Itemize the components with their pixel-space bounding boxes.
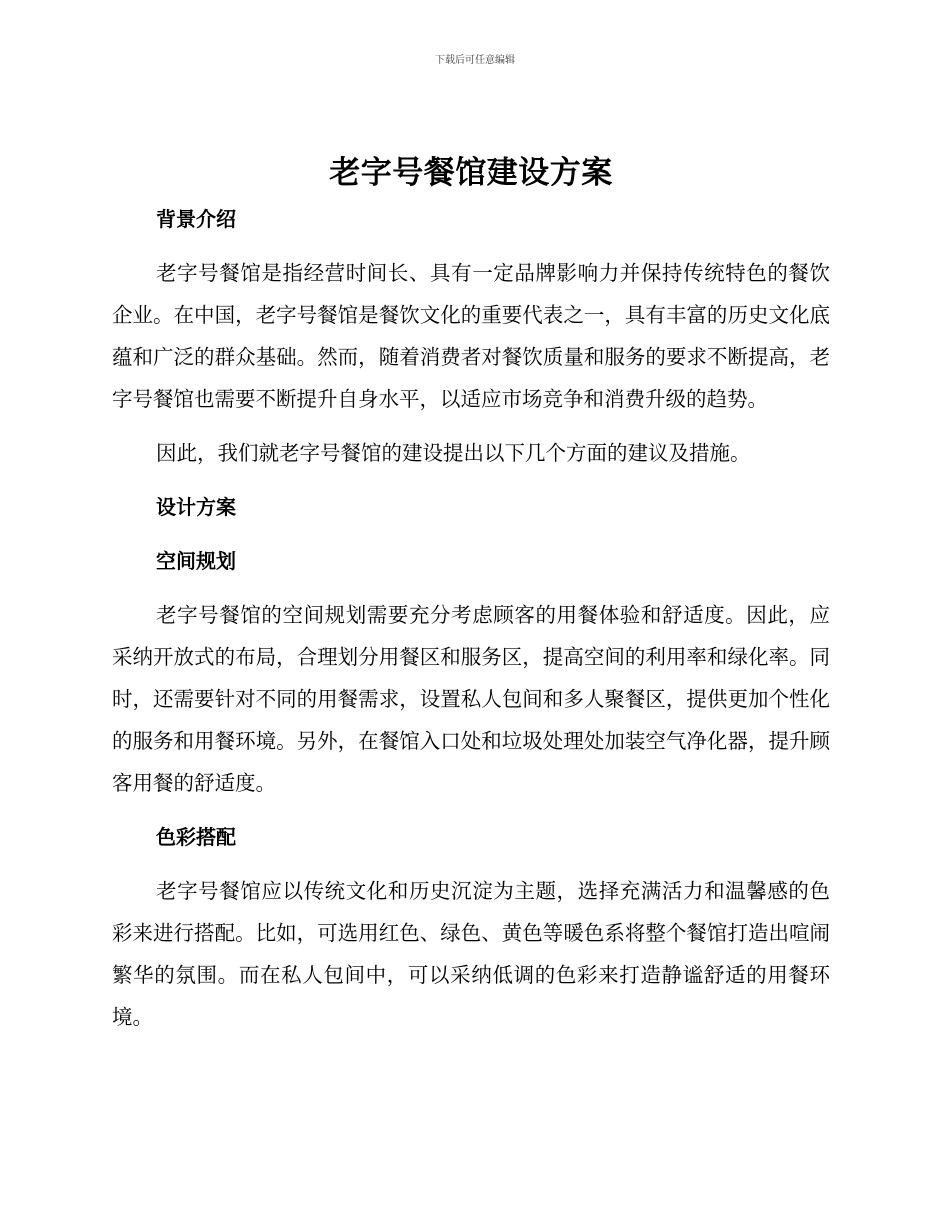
page-header-note: 下载后可任意编辑 bbox=[435, 55, 515, 66]
paragraph-background-conclusion: 因此，我们就老字号餐馆的建设提出以下几个方面的建议及措施。 bbox=[156, 441, 751, 465]
document-body bbox=[112, 148, 830, 1038]
document-title: 老字号餐馆建设方案 bbox=[329, 155, 613, 191]
section-heading-design: 设计方案 bbox=[156, 495, 236, 519]
section-heading-background: 背景介绍 bbox=[156, 207, 236, 231]
paragraph-color-scheme: 老字号餐馆应以传统文化和历史沉淀为主题，选择充满活力和温馨感的色彩来进行搭配。比如，可选用红色、绿色、黄色等暖色系将整个餐馆打造出喧闹繁华的氛围。而在私人包间中，可以采纳低调的色彩来打造静谧舒适的用餐环境。 bbox=[112, 879, 830, 1029]
paragraph-space-planning: 老字号餐馆的空间规划需要充分考虑顾客的用餐体验和舒适度。因此，应采纳开放式的布局，合理划分用餐区和服务区，提高空间的利用率和绿化率。同时，还需要针对不同的用餐需求，设置私人包间和多人聚餐区，提供更加个性化的服务和用餐环境。另外，在餐馆入口处和垃圾处理处加装空气净化器，提升顾客用餐的舒适度。 bbox=[112, 603, 830, 795]
section-heading-space-planning: 空间规划 bbox=[156, 549, 236, 573]
section-heading-color-scheme: 色彩搭配 bbox=[156, 825, 236, 849]
paragraph-background-intro: 老字号餐馆是指经营时间长、具有一定品牌影响力并保持传统特色的餐饮企业。在中国，老字号餐馆是餐饮文化的重要代表之一，具有丰富的历史文化底蕴和广泛的群众基础。然而，随着消费者对餐饮质量和服务的要求不断提高，老字号餐馆也需要不断提升自身水平，以适应市场竞争和消费升级的趋势。 bbox=[112, 261, 830, 411]
